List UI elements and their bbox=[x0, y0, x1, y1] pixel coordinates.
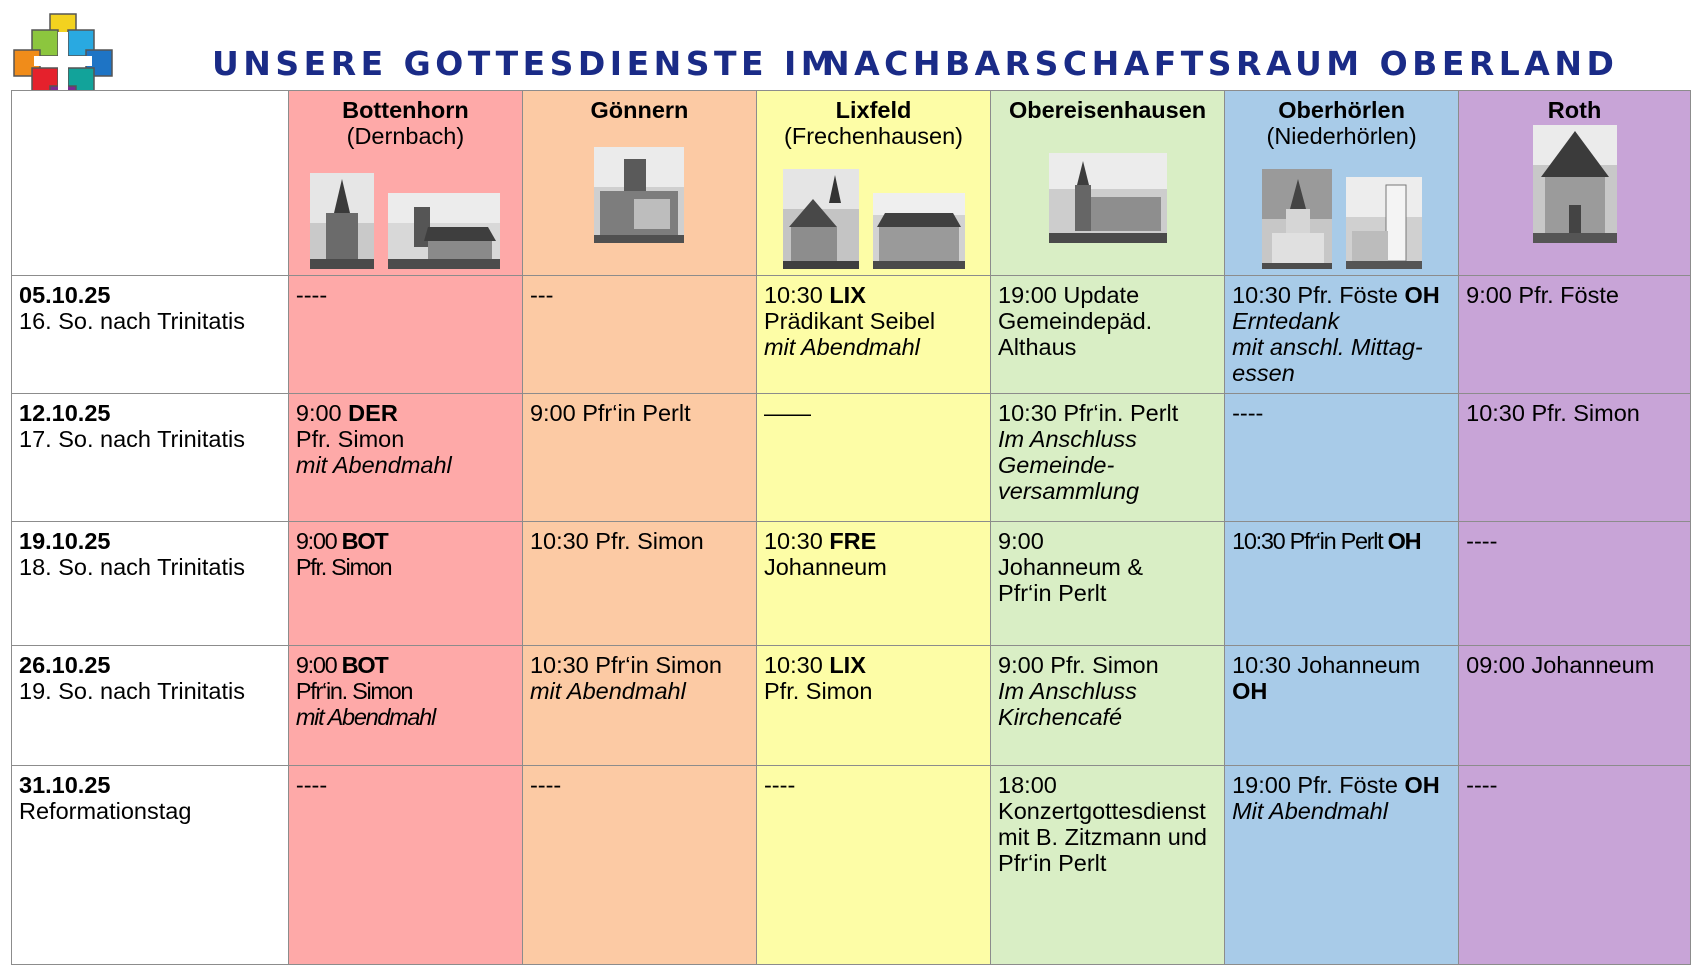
church-photo bbox=[594, 147, 684, 243]
service-cell: 10:30 LIX Pfr. Simon bbox=[756, 646, 990, 766]
title-left: UNSERE GOTTESDIENSTE IM bbox=[212, 44, 839, 83]
photo-row bbox=[296, 157, 515, 269]
photo-row bbox=[1466, 131, 1683, 243]
service-cell: ---- bbox=[1459, 766, 1691, 965]
service-cell: ---- bbox=[1459, 522, 1691, 646]
service-cell: ---- bbox=[288, 276, 522, 394]
service-cell: ---- bbox=[522, 766, 756, 965]
table-row bbox=[12, 766, 1691, 965]
service-schedule-table bbox=[11, 90, 1691, 965]
church-photo bbox=[1262, 169, 1332, 269]
photo-row bbox=[1232, 157, 1451, 269]
column-header-roth: Roth bbox=[1459, 91, 1691, 276]
service-cell: 10:30 Johanneum OH bbox=[1225, 646, 1459, 766]
service-cell: ---- bbox=[1225, 394, 1459, 522]
church-photo bbox=[783, 169, 859, 269]
service-cell: 9:00 BOT Pfr. Simon bbox=[288, 522, 522, 646]
service-cell: —— bbox=[756, 394, 990, 522]
table-row bbox=[12, 276, 1691, 394]
service-cell: 9:00 BOT Pfr‘in. Simon mit Abendmahl bbox=[288, 646, 522, 766]
church-photo bbox=[388, 193, 500, 269]
column-header-oberhoerlen: Oberhörlen (Niederhörlen) bbox=[1225, 91, 1459, 276]
photo-row bbox=[764, 157, 983, 269]
page-title bbox=[0, 44, 1697, 84]
service-cell: 10:30 Pfr‘in Perlt OH bbox=[1225, 522, 1459, 646]
date-cell: 26.10.25 19. So. nach Trinitatis bbox=[12, 646, 289, 766]
table-row bbox=[12, 394, 1691, 522]
date-cell: 19.10.25 18. So. nach Trinitatis bbox=[12, 522, 289, 646]
table-row bbox=[12, 522, 1691, 646]
service-cell: 10:30 FRE Johanneum bbox=[756, 522, 990, 646]
service-cell: 10:30 LIX Prädikant Seibel mit Abendmahl bbox=[756, 276, 990, 394]
service-cell: --- bbox=[522, 276, 756, 394]
service-cell: 9:00 Pfr. Föste bbox=[1459, 276, 1691, 394]
column-header-bottenhorn: Bottenhorn (Dernbach) bbox=[288, 91, 522, 276]
service-cell: 9:00 Pfr‘in Perlt bbox=[522, 394, 756, 522]
church-photo bbox=[1533, 125, 1617, 243]
service-cell: 10:30 Pfr. Föste OH Erntedank mit anschl. Mittag- essen bbox=[1225, 276, 1459, 394]
church-photo bbox=[873, 193, 965, 269]
header-row bbox=[12, 91, 1691, 276]
church-photo bbox=[1346, 177, 1422, 269]
service-cell: 10:30 Pfr. Simon bbox=[522, 522, 756, 646]
service-cell: 10:30 Pfr‘in. Perlt Im Anschluss Gemeinde- versammlung bbox=[991, 394, 1225, 522]
service-cell: 09:00 Johanneum bbox=[1459, 646, 1691, 766]
table-row bbox=[12, 646, 1691, 766]
church-photo bbox=[310, 173, 374, 269]
corner-cell bbox=[12, 91, 289, 276]
service-cell: 9:00 Pfr. Simon Im Anschluss Kirchencafé bbox=[991, 646, 1225, 766]
service-cell: 18:00 Konzertgottesdienst mit B. Zitzmann und Pfr‘in Perlt bbox=[991, 766, 1225, 965]
church-photo bbox=[1049, 153, 1167, 243]
service-cell: 19:00 Pfr. Föste OH Mit Abendmahl bbox=[1225, 766, 1459, 965]
service-cell: 10:30 Pfr‘in Simon mit Abendmahl bbox=[522, 646, 756, 766]
service-cell: 9:00 Johanneum & Pfr‘in Perlt bbox=[991, 522, 1225, 646]
photo-row bbox=[530, 131, 749, 243]
date-cell: 31.10.25 Reformationstag bbox=[12, 766, 289, 965]
service-cell: 10:30 Pfr. Simon bbox=[1459, 394, 1691, 522]
column-header-obereisenhausen: Obereisenhausen bbox=[991, 91, 1225, 276]
service-cell: 19:00 Update Gemeindepäd. Althaus bbox=[991, 276, 1225, 394]
photo-row bbox=[998, 131, 1217, 243]
column-header-lixfeld: Lixfeld (Frechenhausen) bbox=[756, 91, 990, 276]
service-cell: ---- bbox=[288, 766, 522, 965]
column-header-goennern: Gönnern bbox=[522, 91, 756, 276]
date-cell: 05.10.25 16. So. nach Trinitatis bbox=[12, 276, 289, 394]
title-right: NACHBARSCHAFTSRAUM OBERLAND bbox=[822, 44, 1619, 83]
service-cell: ---- bbox=[756, 766, 990, 965]
service-cell: 9:00 DER Pfr. Simon mit Abendmahl bbox=[288, 394, 522, 522]
date-cell: 12.10.25 17. So. nach Trinitatis bbox=[12, 394, 289, 522]
